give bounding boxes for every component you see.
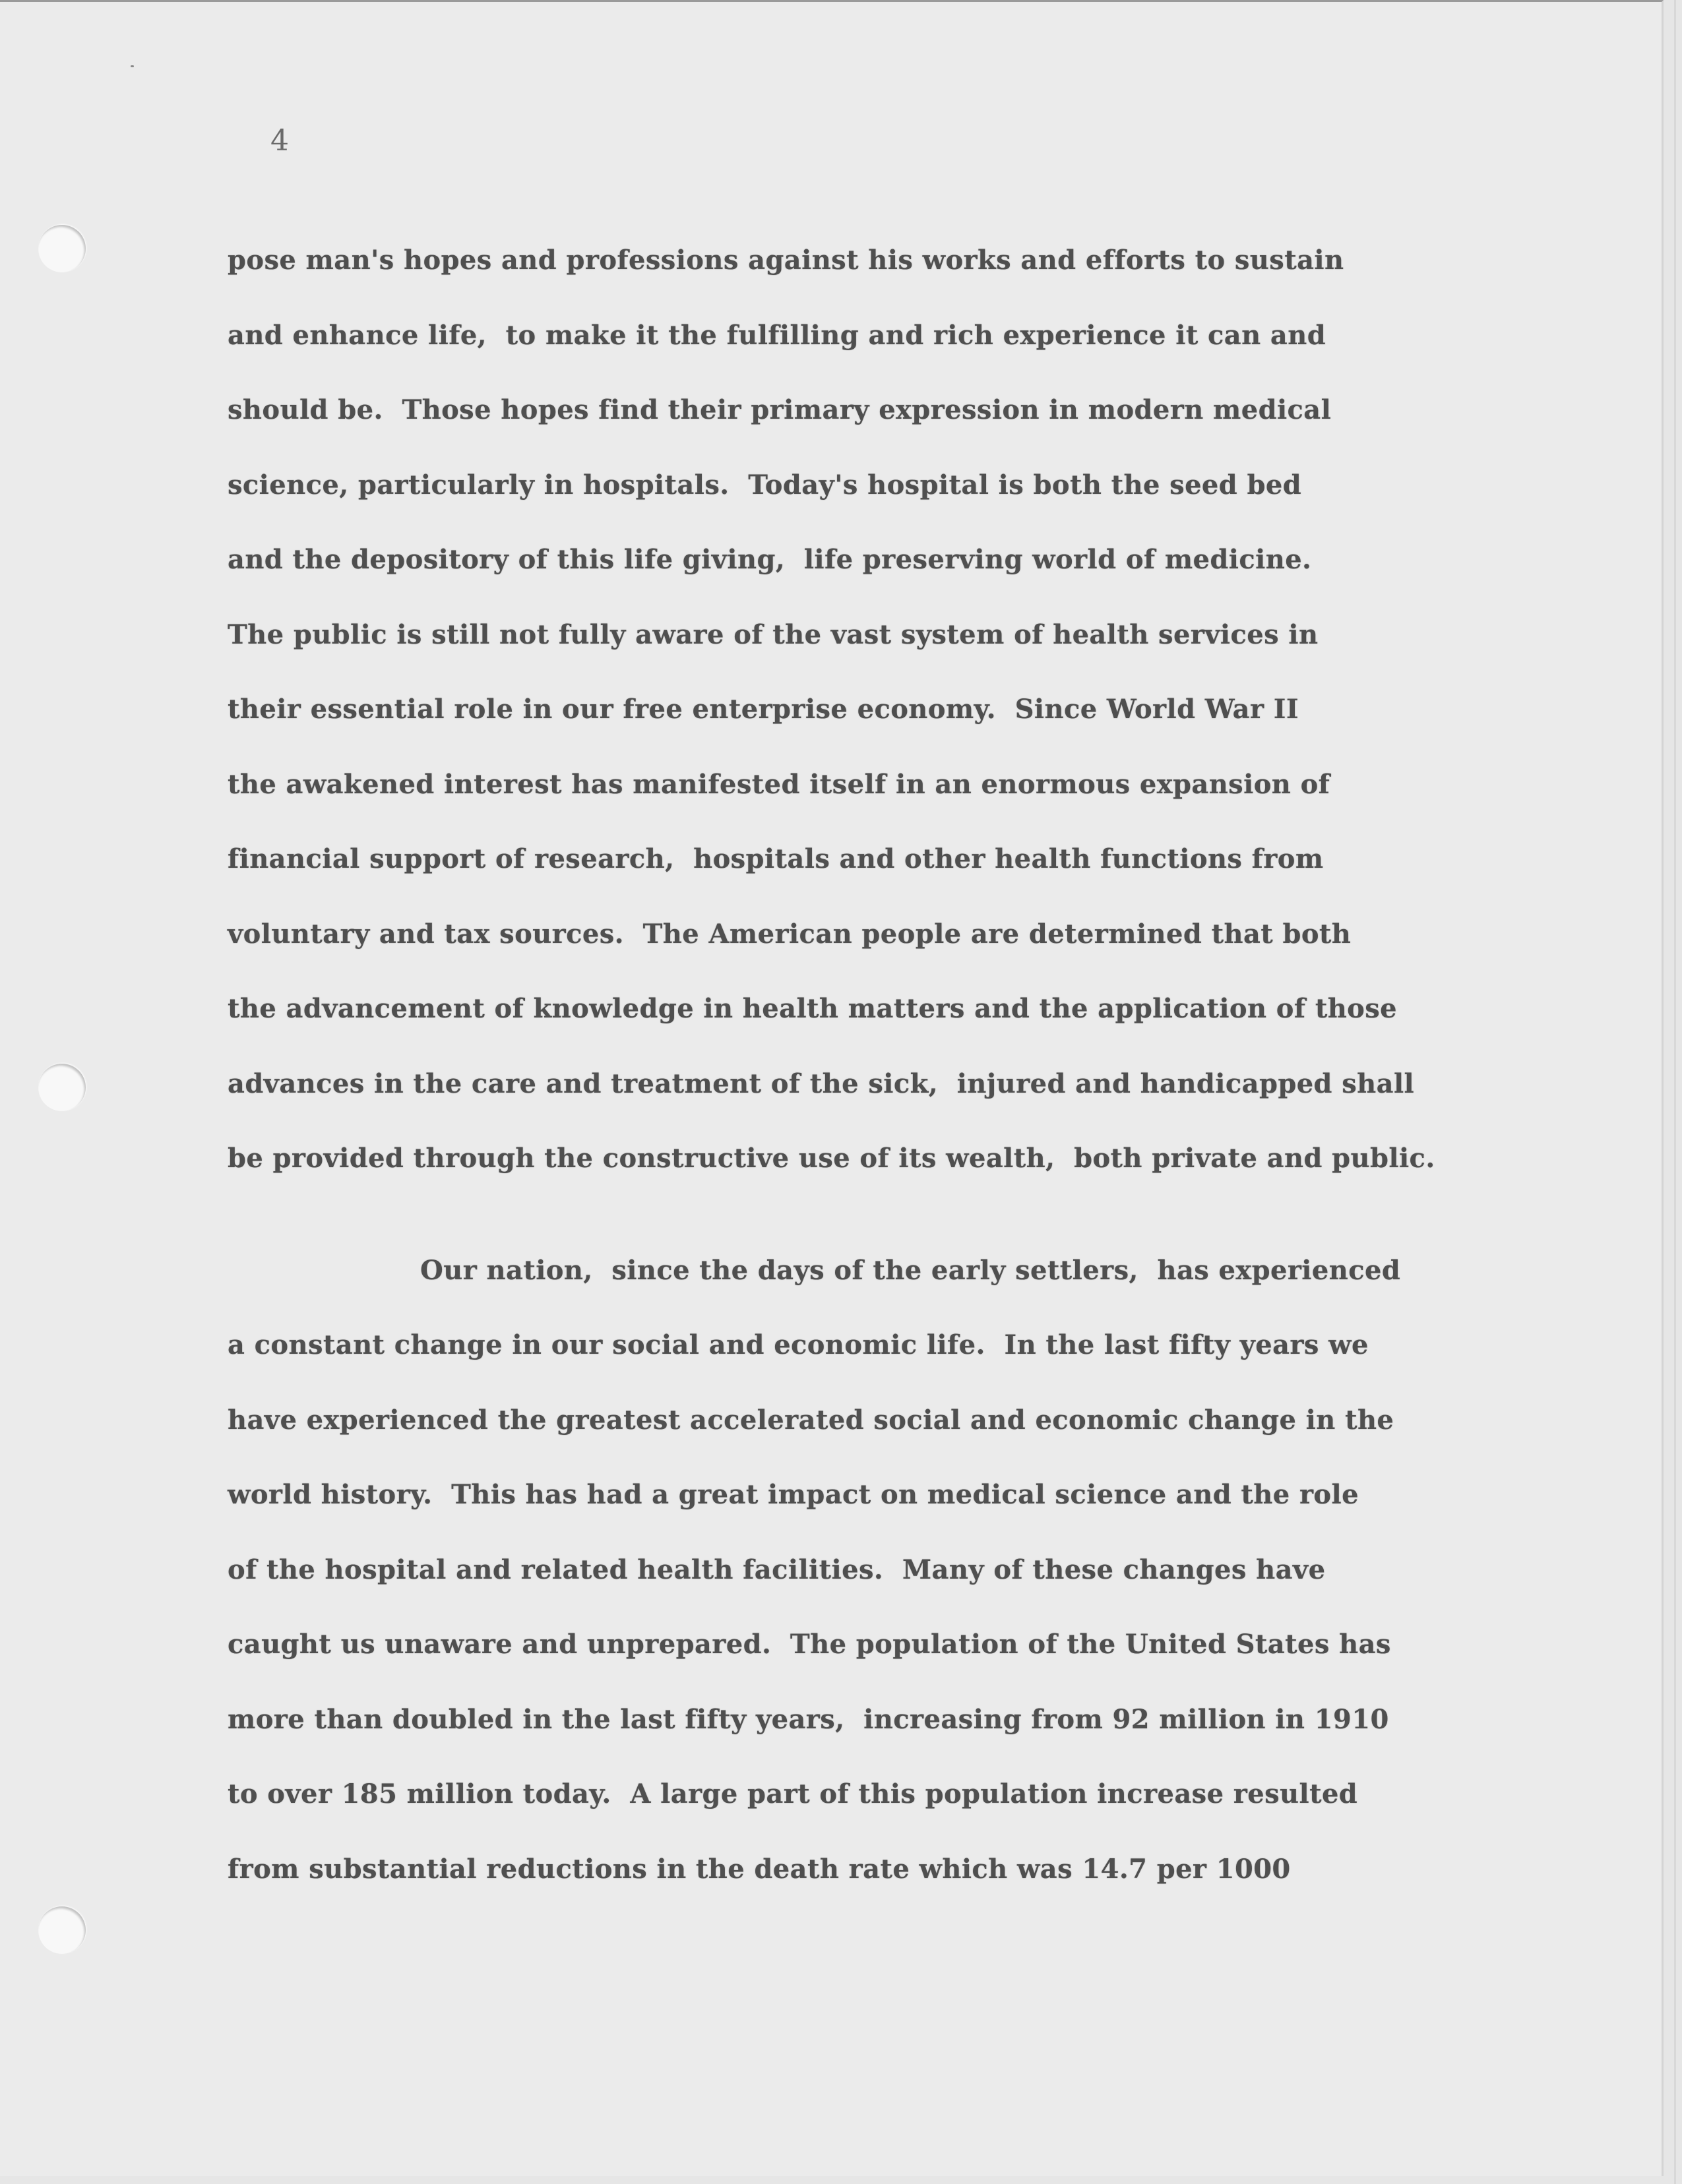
- text-line: should be. Those hopes find their primary expression in modern medical: [228, 394, 1332, 425]
- text-line: from substantial reductions in the death rate which was 14.7 per 1000: [228, 1853, 1291, 1885]
- text-line: have experienced the greatest accelerated social and economic change in the: [228, 1404, 1394, 1436]
- text-line: pose man's hopes and professions against his works and efforts to sustain: [228, 245, 1344, 276]
- text-line: be provided through the constructive use of its wealth, both private and public.: [228, 1143, 1435, 1174]
- text-line: The public is still not fully aware of the vast system of health services in: [228, 619, 1319, 650]
- text-line-indented: Our nation, since the days of the early settlers, has experienced: [420, 1254, 1401, 1286]
- text-line: and enhance life, to make it the fulfilling and rich experience it can and: [228, 319, 1326, 351]
- punch-hole-icon: [38, 225, 86, 272]
- page-edge: [1674, 0, 1676, 2184]
- text-line: caught us unaware and unprepared. The population of the United States has: [228, 1629, 1391, 1660]
- text-line: the advancement of knowledge in health matters and the application of those: [228, 993, 1398, 1024]
- paragraph-spacer: [228, 1214, 1547, 1251]
- paragraph-1: [228, 241, 1547, 1214]
- punch-hole-icon: [38, 1064, 86, 1111]
- punch-hole-icon: [38, 1906, 86, 1954]
- text-line: of the hospital and related health facilities. Many of these changes have: [228, 1554, 1326, 1585]
- text-line: a constant change in our social and economic life. In the last fifty years we: [228, 1329, 1369, 1360]
- text-line: the awakened interest has manifested itself in an enormous expansion of: [228, 768, 1330, 800]
- text-line: voluntary and tax sources. The American people are determined that both: [228, 918, 1352, 950]
- text-line: financial support of research, hospitals and other health functions from: [228, 843, 1324, 874]
- document-body: [228, 241, 1547, 1924]
- text-line: to over 185 million today. A large part of this population increase resulted: [228, 1778, 1358, 1809]
- scan-smudge: [131, 65, 134, 67]
- page-number: 4: [270, 124, 289, 158]
- text-line: their essential role in our free enterprise economy. Since World War II: [228, 694, 1299, 725]
- paragraph-2: [228, 1251, 1547, 1925]
- text-line: advances in the care and treatment of the sick, injured and handicapped shall: [228, 1068, 1415, 1099]
- text-line: science, particularly in hospitals. Today's hospital is both the seed bed: [228, 469, 1302, 501]
- text-line: world history. This has had a great impact on medical science and the role: [228, 1479, 1359, 1510]
- text-line: more than doubled in the last fifty years, increasing from 92 million in 1910: [228, 1703, 1389, 1735]
- text-line: and the depository of this life giving, life preserving world of medicine.: [228, 544, 1312, 575]
